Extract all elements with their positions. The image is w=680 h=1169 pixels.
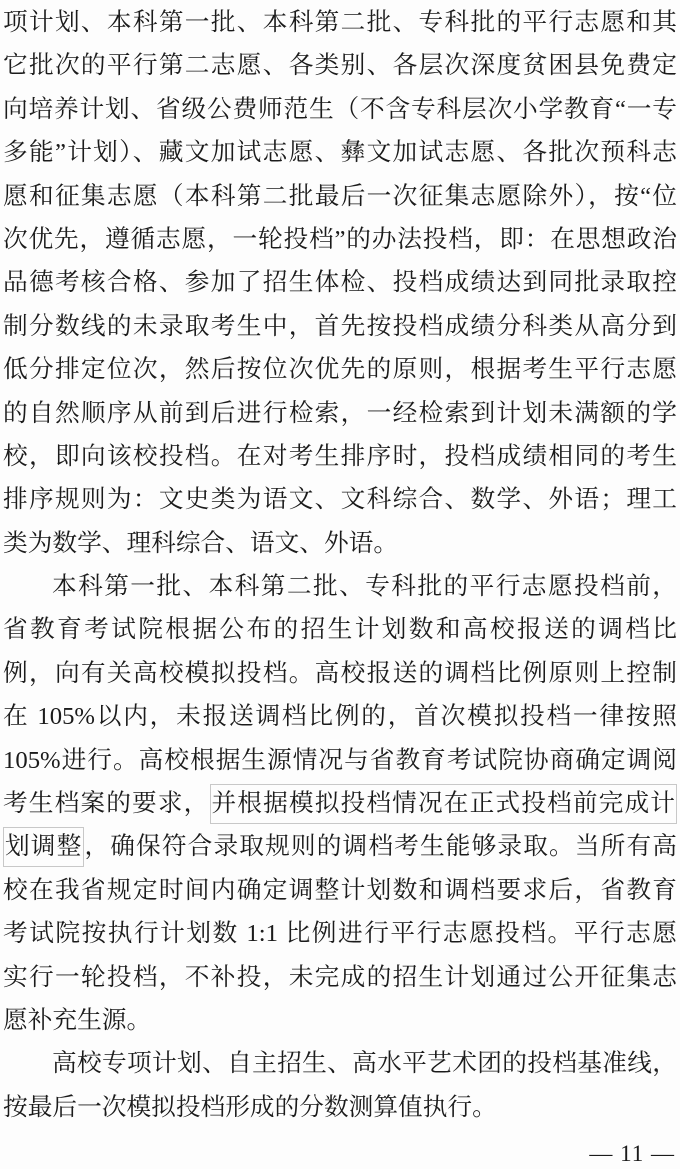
text-segment: 制分数线的未录取考生中，首先按投档成绩分科类从高分到 — [3, 312, 677, 340]
text-line — [3, 869, 677, 912]
text-segment: 排序规则为：文史类为语文、文科综合、数学、外语；理工 — [3, 486, 677, 514]
text-line — [3, 131, 677, 174]
text-segment: 实行一轮投档，不补投，未完成的招生计划通过公开征集志 — [3, 963, 677, 991]
text-segment: 在 105%以内，未报送调档比例的，首次模拟投档一律按照 — [3, 703, 677, 731]
text-line — [3, 956, 677, 999]
text-segment: 本科第一批、本科第二批、专科批的平行志愿投档前， — [52, 573, 677, 601]
text-line — [3, 1086, 677, 1129]
highlight-box: 并根据模拟投档情况在正式投档前完成计 — [210, 784, 677, 824]
text-segment: 校在我省规定时间内确定调整计划数和调档要求后，省教育 — [3, 876, 677, 904]
text-line — [3, 478, 677, 521]
text-line — [3, 88, 677, 131]
text-segment: 低分排定位次，然后按位次优先的原则，根据考生平行志愿 — [3, 356, 677, 384]
text-line — [3, 44, 677, 87]
text-segment: 次优先，遵循志愿，一轮投档”的办法投档，即：在思想政治 — [3, 225, 677, 253]
text-line — [3, 999, 677, 1042]
text-line — [3, 565, 677, 608]
text-line — [3, 608, 677, 651]
page-number: — 11 — — [589, 1141, 675, 1166]
text-segment: 校，即向该校投档。在对考生排序时，投档成绩相同的考生 — [3, 442, 677, 470]
text-line — [3, 522, 677, 565]
highlight-box: 划调整 — [3, 827, 84, 867]
text-segment: 考试院按执行计划数 1:1 比例进行平行志愿投档。平行志愿 — [3, 920, 677, 948]
text-segment: 愿和征集志愿（本科第二批最后一次征集志愿除外），按“位 — [3, 182, 677, 210]
text-segment: 向培养计划、省级公费师范生（不含专科层次小学教育“一专 — [3, 95, 677, 123]
text-segment: 多能”计划）、藏文加试志愿、彝文加试志愿、各批次预科志 — [3, 139, 677, 167]
text-segment: 项计划、本科第一批、本科第二批、专科批的平行志愿和其 — [3, 9, 677, 36]
text-segment: 品德考核合格、参加了招生体检、投档成绩达到同批录取控 — [3, 269, 677, 297]
text-line — [3, 782, 677, 825]
text-segment: 高校专项计划、自主招生、高水平艺术团的投档基准线， — [52, 1050, 677, 1078]
text-line — [3, 652, 677, 695]
text-line — [3, 392, 677, 435]
text-line — [3, 218, 677, 261]
text-segment: 例，向有关高校模拟投档。高校报送的调档比例原则上控制 — [3, 659, 677, 687]
text-line — [3, 825, 677, 868]
text-line — [3, 1, 677, 44]
text-segment: ，确保符合录取规则的调档考生能够录取。当所有高 — [84, 833, 677, 861]
text-line — [3, 739, 677, 782]
text-line — [3, 695, 677, 738]
text-line — [3, 175, 677, 218]
text-segment: 省教育考试院根据公布的招生计划数和高校报送的调档比 — [3, 616, 677, 644]
text-segment: 它批次的平行第二志愿、各类别、各层次深度贫困县免费定 — [3, 52, 677, 80]
text-line — [3, 305, 677, 348]
text-line — [3, 1042, 677, 1085]
text-segment: 考生档案的要求， — [3, 790, 210, 818]
text-segment: 105%进行。高校根据生源情况与省教育考试院协商确定调阅 — [3, 746, 677, 774]
text-line — [3, 435, 677, 478]
text-segment: 的自然顺序从前到后进行检索，一经检索到计划未满额的学 — [3, 399, 677, 427]
text-line — [3, 912, 677, 955]
text-line — [3, 261, 677, 304]
text-segment: 类为数学、理科综合、语文、外语。 — [3, 529, 399, 557]
text-segment: 按最后一次模拟投档形成的分数测算值执行。 — [3, 1093, 497, 1121]
text-segment: 愿补充生源。 — [3, 1006, 152, 1034]
text-line — [3, 348, 677, 391]
